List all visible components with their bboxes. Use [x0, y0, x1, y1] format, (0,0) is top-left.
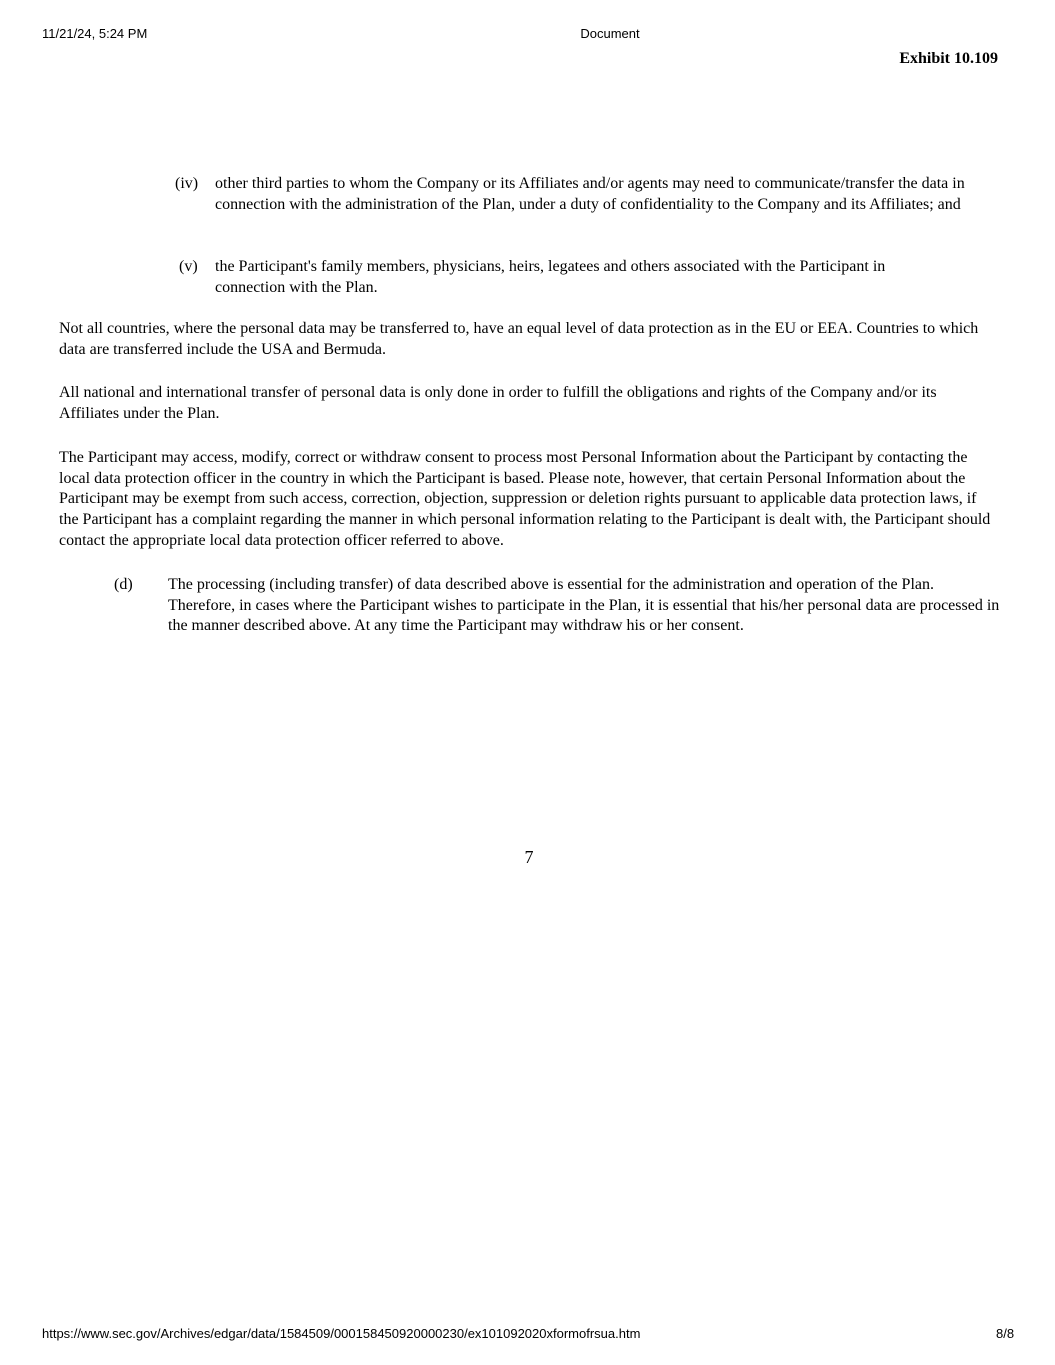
paragraph-data-protection-levels: Not all countries, where the personal data may be transferred to, have an equal level of data protection as in the EU or EEA. Countries to which data are transferred include the USA and Bermuda.	[59, 320, 979, 358]
list-item-label: (v)	[179, 258, 198, 275]
page-count: 8/8	[996, 1326, 1015, 1341]
exhibit-label: Exhibit 10.109	[899, 50, 998, 67]
page-number: 7	[524, 847, 534, 867]
print-datetime: 11/21/24, 5:24 PM	[42, 26, 148, 41]
section-d-label: (d)	[114, 576, 133, 593]
print-document-title: Document	[580, 26, 640, 41]
paragraph-data-transfer-purpose: All national and international transfer of personal data is only done in order to fulfill the obligations and rights of the Company and/or its Affiliates under the Plan.	[59, 384, 937, 422]
list-item-label: (iv)	[175, 175, 199, 192]
paragraph-participant-rights: The Participant may access, modify, correct or withdraw consent to process most Personal Information about the Participant by contacting the local data protection officer in the country in which the Participant is based. Please note, however, that certain Personal Information about the Participant may be exempt from such access, correction, objection, suppression or deletion rights pursuant to applicable data protection laws, if the Participant has a complaint regarding the manner in which personal information relating to the Participant is dealt with, the Participant should contact the appropriate local data protection officer referred to above.	[59, 449, 991, 549]
section-d-text: The processing (including transfer) of data described above is essential for the administration and operation of the Plan. Therefore, in cases where the Participant wishes to participate in the Plan, it is essential that his/her personal data are processed in the manner described above. At any time the Participant may withdraw his or her consent.	[168, 576, 1000, 635]
list-item-text: the Participant's family members, physicians, heirs, legatees and others associated with the Participant in connection with the Plan.	[215, 258, 886, 296]
source-url: https://www.sec.gov/Archives/edgar/data/1584509/000158450920000230/ex101092020xformofrsua.htm	[42, 1326, 641, 1341]
list-item-text: other third parties to whom the Company or its Affiliates and/or agents may need to communicate/transfer the data in connection with the administration of the Plan, under a duty of confidentiality to the Company and its Affiliates; and	[215, 175, 965, 213]
